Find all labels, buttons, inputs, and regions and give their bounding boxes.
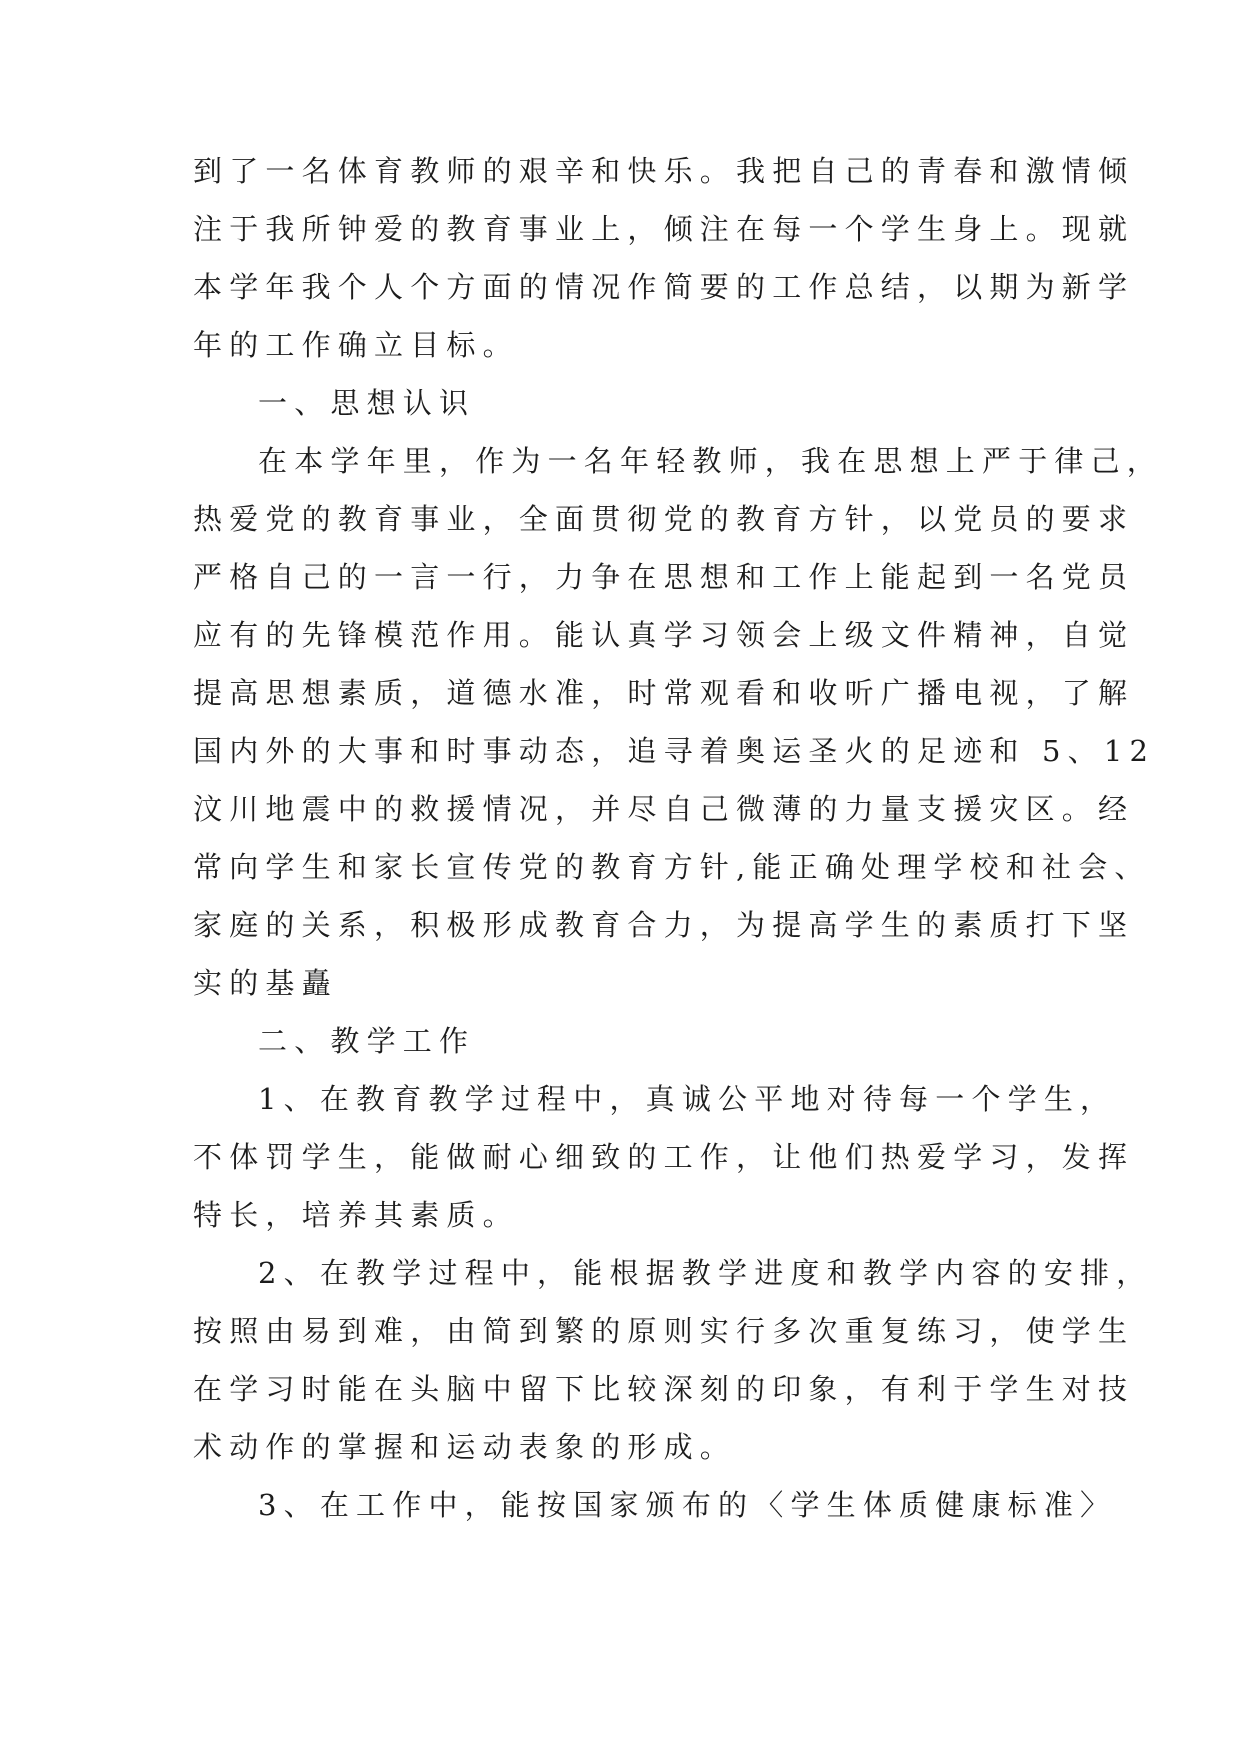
body-text-line: 术动作的掌握和运动表象的形成。 [193,1430,737,1464]
body-text-line: 热爱党的教育事业，全面贯彻党的教育方针，以党员的要求 [193,502,1135,536]
body-text-line: 提高思想素质，道德水准，时常观看和收听广播电视，了解 [193,676,1135,710]
body-text-line: 本学年我个人个方面的情况作简要的工作总结，以期为新学 [193,270,1135,304]
body-text-line: 在学习时能在头脑中留下比较深刻的印象，有利于学生对技 [193,1372,1135,1406]
body-text-line: 常向学生和家长宣传党的教育方针,能正确处理学校和社会、 [193,850,1151,884]
body-text-line: 注于我所钟爱的教育事业上，倾注在每一个学生身上。现就 [193,212,1135,246]
body-text-line: 按照由易到难，由简到繁的原则实行多次重复练习，使学生 [193,1314,1135,1348]
body-text-line: 汶川地震中的救援情况，并尽自己微薄的力量支援灾区。经 [193,792,1135,826]
body-text-line: 严格自己的一言一行，力争在思想和工作上能起到一名党员 [193,560,1135,594]
body-text-line: 年的工作确立目标。 [193,328,519,362]
paragraph-first-line: 3、在工作中，能按国家颁布的〈学生体质健康标准〉 [258,1488,1117,1522]
body-text-line: 特长，培养其素质。 [193,1198,519,1232]
body-text-line: 实的基矗 [193,966,338,1000]
body-text-line: 国内外的大事和时事动态，追寻着奥运圣火的足迹和 5、12 [193,734,1156,768]
body-text-line: 到了一名体育教师的艰辛和快乐。我把自己的青春和激情倾 [193,154,1135,188]
paragraph-first-line: 1、在教育教学过程中，真诚公平地对待每一个学生， [258,1082,1117,1116]
body-text-line: 不体罚学生，能做耐心细致的工作，让他们热爱学习，发挥 [193,1140,1135,1174]
paragraph-first-line: 2、在教学过程中，能根据教学进度和教学内容的安排， [258,1256,1153,1290]
section-heading: 一、思想认识 [258,386,476,420]
paragraph-first-line: 在本学年里，作为一名年轻教师，我在思想上严于律己， [258,444,1164,478]
section-heading: 二、教学工作 [258,1024,476,1058]
body-text-line: 家庭的关系，积极形成教育合力，为提高学生的素质打下坚 [193,908,1135,942]
body-text-line: 应有的先锋模范作用。能认真学习领会上级文件精神，自觉 [193,618,1135,652]
